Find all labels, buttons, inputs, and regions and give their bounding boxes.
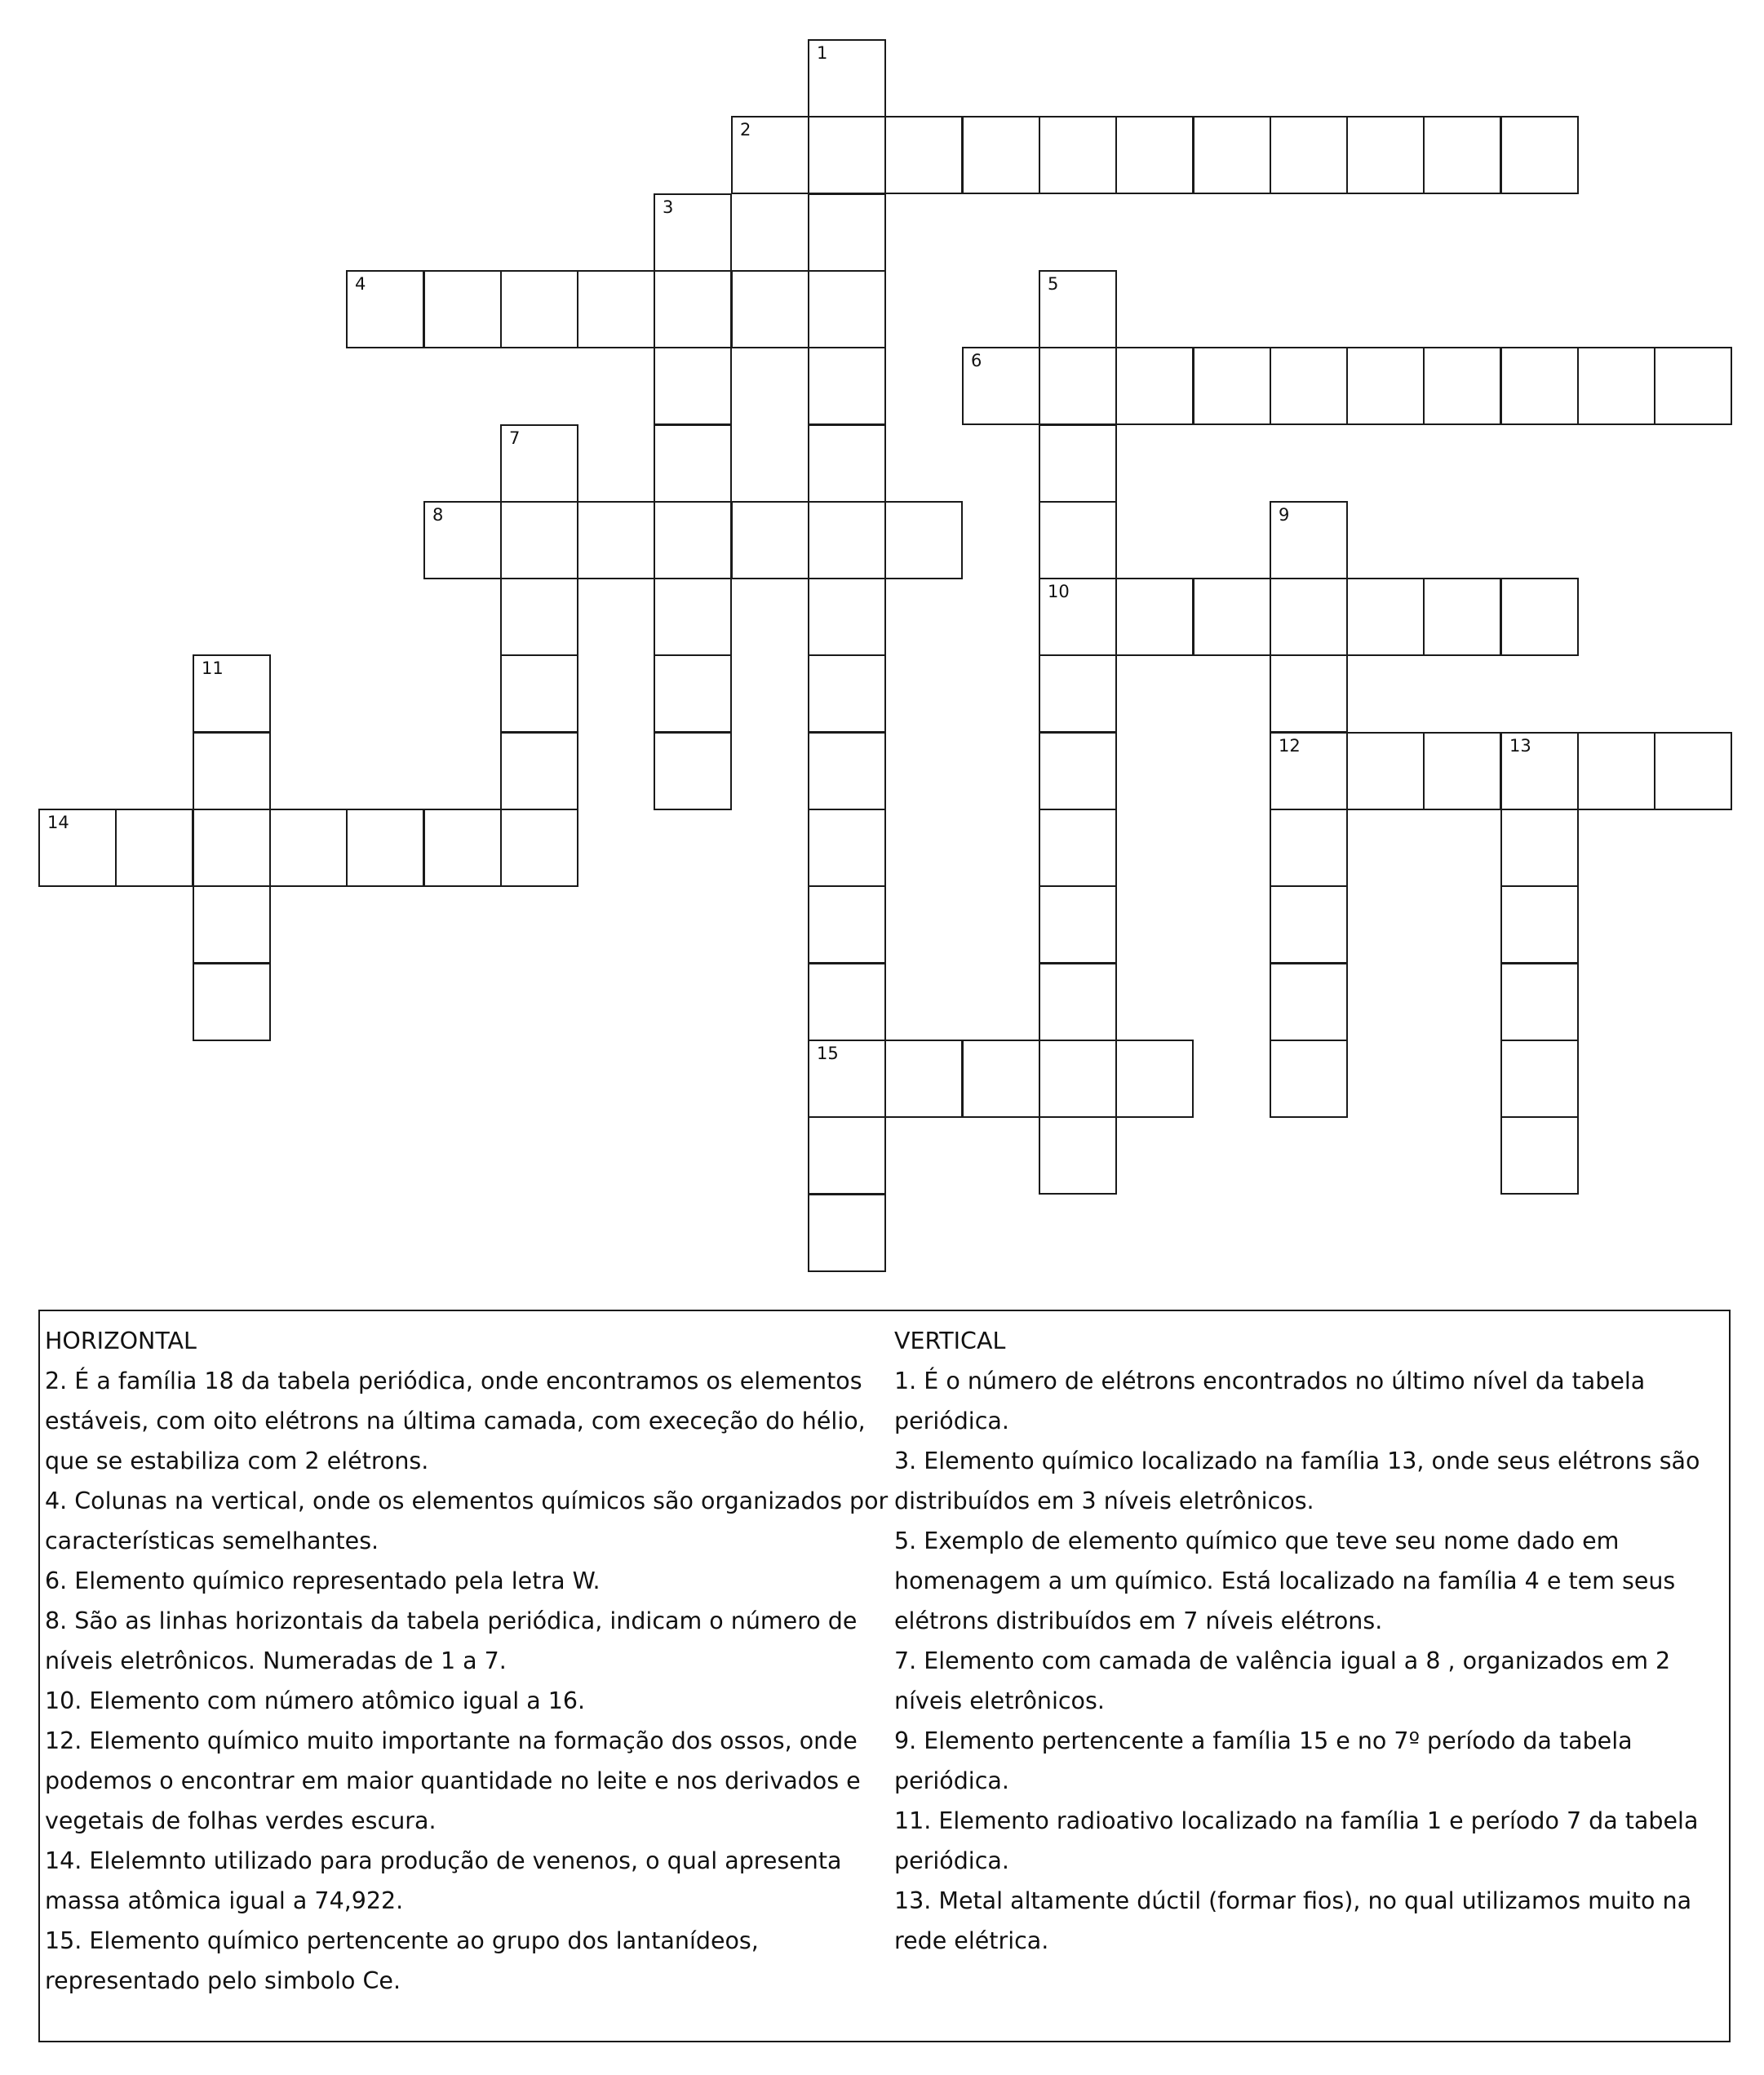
grid-cell[interactable] bbox=[193, 732, 271, 810]
grid-cell[interactable] bbox=[1039, 1116, 1117, 1195]
clue-number: 4 bbox=[355, 274, 366, 294]
clue-number: 8 bbox=[432, 505, 444, 525]
grid-cell[interactable] bbox=[1270, 578, 1348, 656]
grid-cell[interactable] bbox=[1500, 578, 1579, 656]
grid-cell[interactable] bbox=[654, 424, 732, 503]
grid-cell[interactable] bbox=[884, 501, 963, 579]
grid-cell[interactable] bbox=[1500, 809, 1579, 887]
grid-cell[interactable] bbox=[1039, 501, 1117, 579]
clue-number: 12 bbox=[1279, 736, 1301, 756]
grid-cell[interactable] bbox=[1115, 347, 1194, 425]
grid-cell[interactable] bbox=[1039, 116, 1117, 194]
grid-cell[interactable] bbox=[193, 654, 271, 733]
grid-cell[interactable] bbox=[193, 809, 271, 887]
grid-cell[interactable] bbox=[808, 578, 886, 656]
grid-cell[interactable] bbox=[423, 270, 502, 348]
clue-number: 15 bbox=[817, 1044, 839, 1063]
grid-cell[interactable] bbox=[808, 1194, 886, 1272]
grid-cell[interactable] bbox=[423, 809, 502, 887]
clue-down-9: 9. Elemento pertencente a família 15 e no 7º período da tabela periódica. bbox=[894, 1727, 1633, 1794]
grid-cell[interactable] bbox=[962, 347, 1040, 425]
grid-cell[interactable] bbox=[1039, 963, 1117, 1041]
grid-cell[interactable] bbox=[808, 501, 886, 579]
grid-cell[interactable] bbox=[731, 116, 809, 194]
clue-number: 7 bbox=[509, 428, 521, 448]
grid-cell[interactable] bbox=[731, 501, 809, 579]
clue-number: 11 bbox=[202, 658, 224, 678]
grid-cell[interactable] bbox=[346, 809, 424, 887]
grid-cell[interactable] bbox=[654, 654, 732, 733]
grid-cell[interactable] bbox=[1654, 732, 1732, 810]
clue-number: 14 bbox=[47, 813, 69, 832]
grid-cell[interactable] bbox=[1039, 1040, 1117, 1118]
grid-cell[interactable] bbox=[1500, 1116, 1579, 1195]
vertical-heading: VERTICAL bbox=[894, 1328, 1006, 1355]
clue-across-10: 10. Elemento com número atômico igual a 16. bbox=[45, 1687, 586, 1714]
grid-cell[interactable] bbox=[1500, 885, 1579, 964]
clue-number: 5 bbox=[1048, 274, 1059, 294]
clue-down-13: 13. Metal altamente dúctil (formar fios), no qual utilizamos muito na rede elétrica. bbox=[894, 1887, 1692, 1954]
grid-cell[interactable] bbox=[346, 270, 424, 348]
grid-cell[interactable] bbox=[1270, 885, 1348, 964]
clue-across-6: 6. Elemento químico representado pela letra W. bbox=[45, 1567, 601, 1594]
grid-cell[interactable] bbox=[1423, 116, 1501, 194]
grid-cell[interactable] bbox=[654, 193, 732, 272]
grid-cell[interactable] bbox=[1039, 424, 1117, 503]
clue-down-1: 1. É o número de elétrons encontrados no último nível da tabela periódica. bbox=[894, 1368, 1646, 1434]
grid-cell[interactable] bbox=[500, 270, 578, 348]
grid-cell[interactable] bbox=[1115, 1040, 1194, 1118]
clue-across-12: 12. Elemento químico muito importante na formação dos ossos, onde podemos o encontrar em maior quantidade no leite e nos derivados e vegetais de folhas verdes escura. bbox=[45, 1727, 861, 1834]
grid-cell[interactable] bbox=[1346, 347, 1425, 425]
grid-cell[interactable] bbox=[654, 347, 732, 425]
grid-cell[interactable] bbox=[884, 1040, 963, 1118]
clue-number: 6 bbox=[971, 351, 982, 370]
grid-cell[interactable] bbox=[808, 809, 886, 887]
clue-down-7: 7. Elemento com camada de valência igual a 8 , organizados em 2 níveis eletrônicos. bbox=[894, 1647, 1671, 1714]
grid-cell[interactable] bbox=[1270, 116, 1348, 194]
grid-cell[interactable] bbox=[1423, 347, 1501, 425]
grid-cell[interactable] bbox=[1577, 732, 1655, 810]
grid-cell[interactable] bbox=[1115, 116, 1194, 194]
grid-cell[interactable] bbox=[1346, 116, 1425, 194]
grid-cell[interactable] bbox=[1423, 732, 1501, 810]
clue-number: 2 bbox=[740, 120, 751, 140]
grid-cell[interactable] bbox=[1039, 347, 1117, 425]
grid-cell[interactable] bbox=[1423, 578, 1501, 656]
horizontal-clues bbox=[45, 1321, 890, 2001]
clue-number: 13 bbox=[1509, 736, 1531, 756]
grid-cell[interactable] bbox=[808, 732, 886, 810]
grid-cell[interactable] bbox=[1270, 654, 1348, 733]
clue-across-15: 15. Elemento químico pertencente ao grupo dos lantanídeos, representado pelo simbolo Ce. bbox=[45, 1927, 759, 1994]
grid-cell[interactable] bbox=[808, 39, 886, 117]
clue-across-2: 2. É a família 18 da tabela periódica, onde encontramos os elementos estáveis, com oito elétrons na última camada, com execeção do hélio, que se estabiliza com 2 elétrons. bbox=[45, 1368, 866, 1474]
grid-cell[interactable] bbox=[808, 347, 886, 425]
clue-number: 3 bbox=[663, 197, 674, 217]
grid-cell[interactable] bbox=[500, 578, 578, 656]
vertical-clues bbox=[894, 1321, 1726, 1961]
grid-cell[interactable] bbox=[1270, 809, 1348, 887]
grid-cell[interactable] bbox=[577, 270, 655, 348]
grid-cell[interactable] bbox=[1193, 116, 1271, 194]
clue-number: 1 bbox=[817, 43, 828, 63]
grid-cell[interactable] bbox=[269, 809, 348, 887]
grid-cell[interactable] bbox=[115, 809, 193, 887]
clues-box bbox=[38, 1310, 1731, 2042]
grid-cell[interactable] bbox=[1270, 963, 1348, 1041]
grid-cell[interactable] bbox=[500, 809, 578, 887]
grid-cell[interactable] bbox=[808, 654, 886, 733]
grid-cell[interactable] bbox=[1500, 347, 1579, 425]
grid-cell[interactable] bbox=[808, 1116, 886, 1195]
grid-cell[interactable] bbox=[1039, 270, 1117, 348]
grid-cell[interactable] bbox=[577, 501, 655, 579]
grid-cell[interactable] bbox=[1193, 578, 1271, 656]
grid-cell[interactable] bbox=[884, 116, 963, 194]
grid-cell[interactable] bbox=[1346, 578, 1425, 656]
grid-cell[interactable] bbox=[808, 270, 886, 348]
grid-cell[interactable] bbox=[808, 116, 886, 194]
grid-cell[interactable] bbox=[1270, 347, 1348, 425]
clue-across-4: 4. Colunas na vertical, onde os elementos químicos são organizados por características semelhantes. bbox=[45, 1488, 889, 1554]
grid-cell[interactable] bbox=[193, 963, 271, 1041]
clue-number: 9 bbox=[1279, 505, 1290, 525]
grid-cell[interactable] bbox=[808, 424, 886, 503]
grid-cell[interactable] bbox=[38, 809, 117, 887]
clue-number: 10 bbox=[1048, 582, 1070, 601]
grid-cell[interactable] bbox=[500, 424, 578, 503]
clue-down-11: 11. Elemento radioativo localizado na família 1 e período 7 da tabela periódica. bbox=[894, 1807, 1699, 1874]
grid-cell[interactable] bbox=[654, 578, 732, 656]
grid-cell[interactable] bbox=[808, 193, 886, 272]
grid-cell[interactable] bbox=[1193, 347, 1271, 425]
grid-cell[interactable] bbox=[1500, 1040, 1579, 1118]
grid-cell[interactable] bbox=[1270, 1040, 1348, 1118]
grid-cell[interactable] bbox=[1500, 963, 1579, 1041]
grid-cell[interactable] bbox=[1654, 347, 1732, 425]
grid-cell[interactable] bbox=[1039, 885, 1117, 964]
grid-cell[interactable] bbox=[1270, 732, 1348, 810]
grid-cell[interactable] bbox=[808, 885, 886, 964]
grid-cell[interactable] bbox=[654, 732, 732, 810]
grid-cell[interactable] bbox=[500, 654, 578, 733]
grid-cell[interactable] bbox=[962, 1040, 1040, 1118]
clue-across-14: 14. Elelemnto utilizado para produção de venenos, o qual apresenta massa atômica igual a 74,922. bbox=[45, 1847, 842, 1914]
grid-cell[interactable] bbox=[500, 732, 578, 810]
grid-cell[interactable] bbox=[193, 885, 271, 964]
grid-cell[interactable] bbox=[1346, 732, 1425, 810]
grid-cell[interactable] bbox=[962, 116, 1040, 194]
grid-cell[interactable] bbox=[808, 1040, 886, 1118]
grid-cell[interactable] bbox=[1115, 578, 1194, 656]
grid-cell[interactable] bbox=[500, 501, 578, 579]
horizontal-heading: HORIZONTAL bbox=[45, 1328, 197, 1355]
grid-cell[interactable] bbox=[1577, 347, 1655, 425]
grid-cell[interactable] bbox=[1039, 578, 1117, 656]
grid-cell[interactable] bbox=[808, 963, 886, 1041]
grid-cell[interactable] bbox=[1270, 501, 1348, 579]
clue-down-3: 3. Elemento químico localizado na família 13, onde seus elétrons são distribuídos em 3 níveis eletrônicos. bbox=[894, 1448, 1700, 1514]
clue-across-8: 8. São as linhas horizontais da tabela periódica, indicam o número de níveis eletrônicos. Numeradas de 1 a 7. bbox=[45, 1607, 858, 1674]
grid-cell[interactable] bbox=[654, 270, 732, 348]
grid-cell[interactable] bbox=[731, 270, 809, 348]
grid-cell[interactable] bbox=[1039, 809, 1117, 887]
grid-cell[interactable] bbox=[1039, 732, 1117, 810]
grid-cell[interactable] bbox=[423, 501, 502, 579]
grid-cell[interactable] bbox=[1500, 732, 1579, 810]
grid-cell[interactable] bbox=[1500, 116, 1579, 194]
grid-cell[interactable] bbox=[1039, 654, 1117, 733]
grid-cell[interactable] bbox=[654, 501, 732, 579]
clue-down-5: 5. Exemplo de elemento químico que teve seu nome dado em homenagem a um químico. Está localizado na família 4 e tem seus elétrons distribuídos em 7 níveis elétrons. bbox=[894, 1527, 1676, 1634]
